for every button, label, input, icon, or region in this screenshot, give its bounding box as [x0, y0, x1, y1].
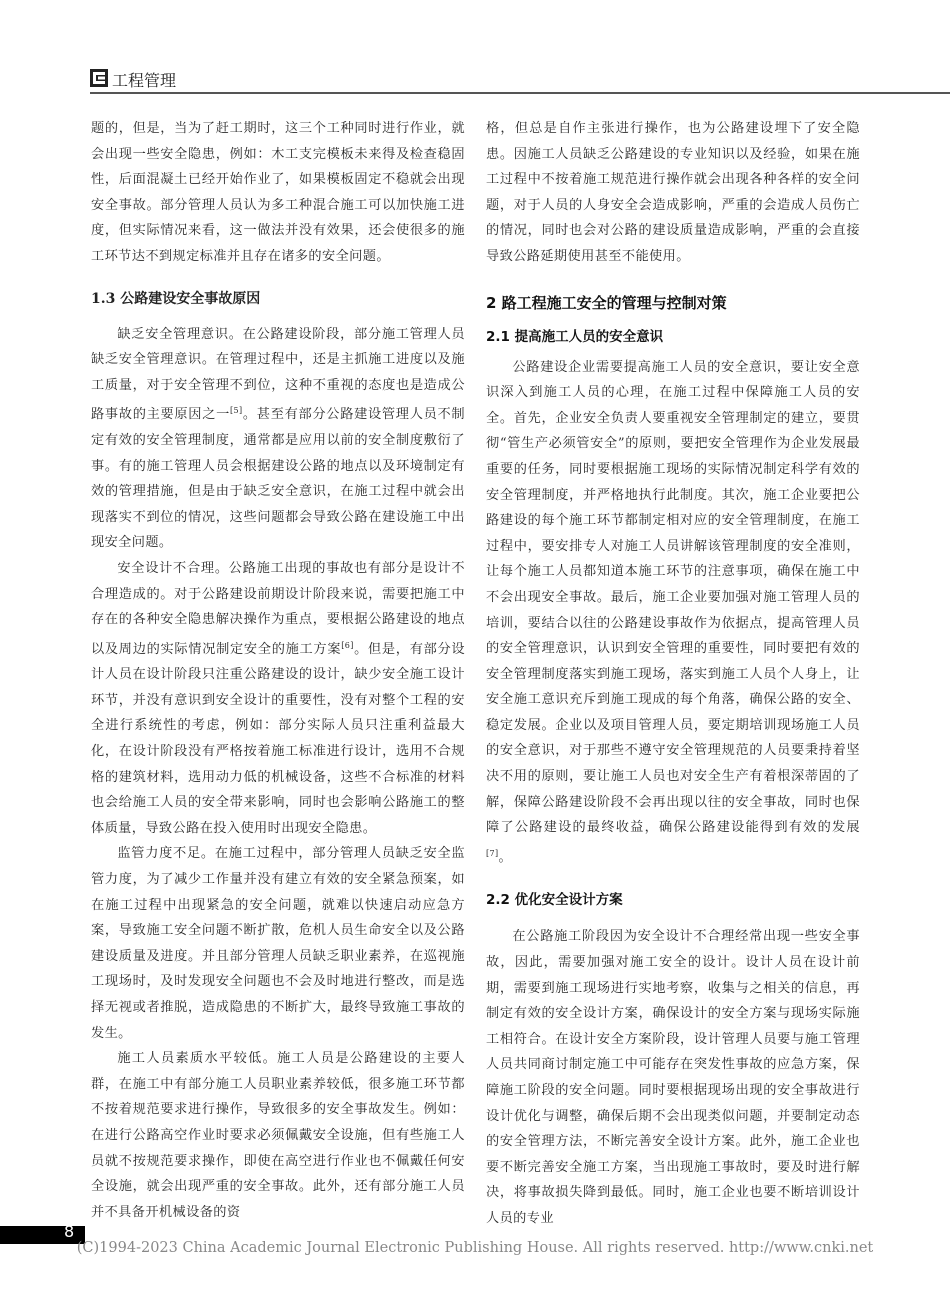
journal-title: 工程管理 — [112, 71, 177, 90]
section-heading-2-2: 2.2 优化安全设计方案 — [486, 892, 623, 909]
left-column — [91, 116, 465, 1225]
paragraph-continuation: 题的，但是，当为了赶工期时，这三个工种同时进行作业，就会出现一些安全隐患，例如：木工支完模板未来得及检查稳固性，后面混凝土已经开始作业了，如果模板固定不稳就会出现安全事故。部分管理人员认为多工种混合施工可以加快施工进度，但实际情况来看，这一做法并没有效果，还会使很多的施工环节达不到规定标准并且存在诸多的安全问题。 — [91, 121, 465, 264]
page-number: 8 — [64, 1222, 75, 1241]
journal-header — [90, 66, 950, 96]
citation-6: [6] — [341, 640, 354, 650]
paragraph-safety-training: 公路建设企业需要提高施工人员的安全意识，要让安全意识深入到施工人员的心理，在施工过程中保障施工人员的安全。首先，企业安全负责人要重视安全管理制定的建立，要贯彻“管生产必须管安全”的原则，要把安全管理作为企业发展最重要的任务，同时要根据施工现场的实际情况制定科学有效的安全管理制度，并严格地执行此制度。其次，施工企业要把公路建设的每个施工环节都制定相对应的安全管理制度，在施工过程中，要安排专人对施工人员讲解该管理制度的安全准则，让每个施工人员都知道本施工环节的注意事项，确保在施工中不会出现安全事故。最后，施工企业要加强对施工管理人员的培训，要结合以往的公路建设事故作为依据点，提高管理人员的安全管理意识，认识到安全管理的重要性，同时要把有效的安全管理制度落实到施工现场，落实到施工人员个人身上，让安全施工意识充斥到施工现成的每个角落，确保公路的安全、稳定发展。企业以及项目管理人员，要定期培训现场施工人员的安全意识，对于那些不遵守安全管理规范的人员要秉持着坚决不用的原则，要让施工人员也对安全生产有着根深蒂固的了解，保障公路建设阶段不会再出现以往的安全事故，同时也保障了公路建设的最终收益，确保公路建设能得到有效的发展[7]。 — [486, 359, 860, 865]
journal-logo-icon — [90, 69, 108, 87]
header-divider — [90, 92, 950, 94]
paragraph-worker-quality: 施工人员素质水平较低。施工人员是公路建设的主要人群，在施工中有部分施工人员职业素养较低，很多施工环节都不按着规范要求进行操作，导致很多的安全事故发生。例如：在进行公路高空作业时要求必须佩戴安全设施，但有些施工人员就不按规范要求操作，即使在高空进行作业也不佩戴任何安全设施，就会出现严重的安全事故。此外，还有部分施工人员并不具备开机械设备的资 — [91, 1051, 465, 1220]
paragraph-supervision: 监管力度不足。在施工过程中，部分管理人员缺乏安全监管力度，为了减少工作量并没有建立有效的安全紧急预案，如在施工过程中出现紧急的安全问题，就难以快速启动应急方案，导致施工安全问题不断扩散，危机人员生命安全以及公路建设质量及进度。并且部分管理人员缺乏职业素养，在巡视施工现场时，及时发现安全问题也不会及时地进行整改，而是选择无视或者推脱，造成隐患的不断扩大，最终导致施工事故的发生。 — [91, 846, 465, 1041]
copyright-notice: (C)1994-2023 China Academic Journal Electronic Publishing House. All rights reserved. http://www.cnki.net — [76, 1240, 874, 1256]
section-heading-2: 2 路工程施工安全的管理与控制对策 — [486, 293, 727, 312]
paragraph-safety-awareness: 缺乏安全管理意识。在公路建设阶段，部分施工管理人员缺乏安全管理意识。在管理过程中，还是主抓施工进度以及施工质量，对于安全管理不到位，这种不重视的态度也是造成公路事故的主要原因之一[5]。甚至有部分公路建设管理人员不制定有效的安全管理制度，通常都是应用以前的安全制度敷衍了事。有的施工管理人员会根据建设公路的地点以及环境制定有效的管理措施，但是由于缺乏安全意识，在施工过程中就会出现落实不到位的情况，这些问题都会导致公路在建设施工中出现安全问题。 — [91, 326, 466, 551]
section-heading-1-3: 1.3 公路建设安全事故原因 — [91, 290, 261, 307]
citation-5: [5] — [230, 406, 243, 416]
right-column — [486, 116, 860, 1232]
paragraph-optimize-design: 在公路施工阶段因为安全设计不合理经常出现一些安全事故，因此，需要加强对施工安全的设计。设计人员在设计前期，需要到施工现场进行实地考察，收集与之相关的信息，再制定有效的安全设计方案，确保设计的安全方案与现场实际施工相符合。在设计安全方案阶段，设计管理人员要与施工管理人员共同商讨制定施工中可能存在突发性事故的应急方案，保障施工阶段的安全问题。同时要根据现场出现的安全事故进行设计优化与调整，确保后期不会出现类似问题，并要制定动态的安全管理方法，不断完善安全设计方案。此外，施工企业也要不断完善安全施工方案，当出现施工事故时，要及时进行解决，将事故损失降到最低。同时，施工企业也要不断培训设计人员的专业 — [486, 929, 860, 1226]
paragraph-continuation-right: 格，但总是自作主张进行操作，也为公路建设埋下了安全隐患。因施工人员缺乏公路建设的专业知识以及经验，如果在施工过程中不按着施工规范进行操作就会出现各种各样的安全问题，对于人员的人身安全会造成影响，严重的会造成人员伤亡的情况，同时也会对公路的建设质量造成影响，严重的会直接导致公路延期使用甚至不能使用。 — [486, 121, 860, 264]
paragraph-design-unreasonable: 安全设计不合理。公路施工出现的事故也有部分是设计不合理造成的。对于公路建设前期设计阶段来说，需要把施工中存在的各种安全隐患解决操作为重点，要根据公路建设的地点以及周边的实际情况制定安全的施工方案[6]。但是，有部分设计人员在设计阶段只注重公路建设的设计，缺少安全施工设计环节，并没有意识到安全设计的重要性，没有对整个工程的安全进行系统性的考虑，例如：部分实际人员只注重利益最大化，在设计阶段没有严格按着施工标准进行设计，选用不合规格的建筑材料，选用动力低的机械设备，这些不合标准的材料也会给施工人员的安全带来影响，同时也会影响公路施工的整体质量，导致公路在投入使用时出现安全隐患。 — [91, 560, 465, 836]
citation-7: [7] — [486, 848, 499, 858]
section-heading-2-1: 2.1 提高施工人员的安全意识 — [486, 328, 664, 345]
